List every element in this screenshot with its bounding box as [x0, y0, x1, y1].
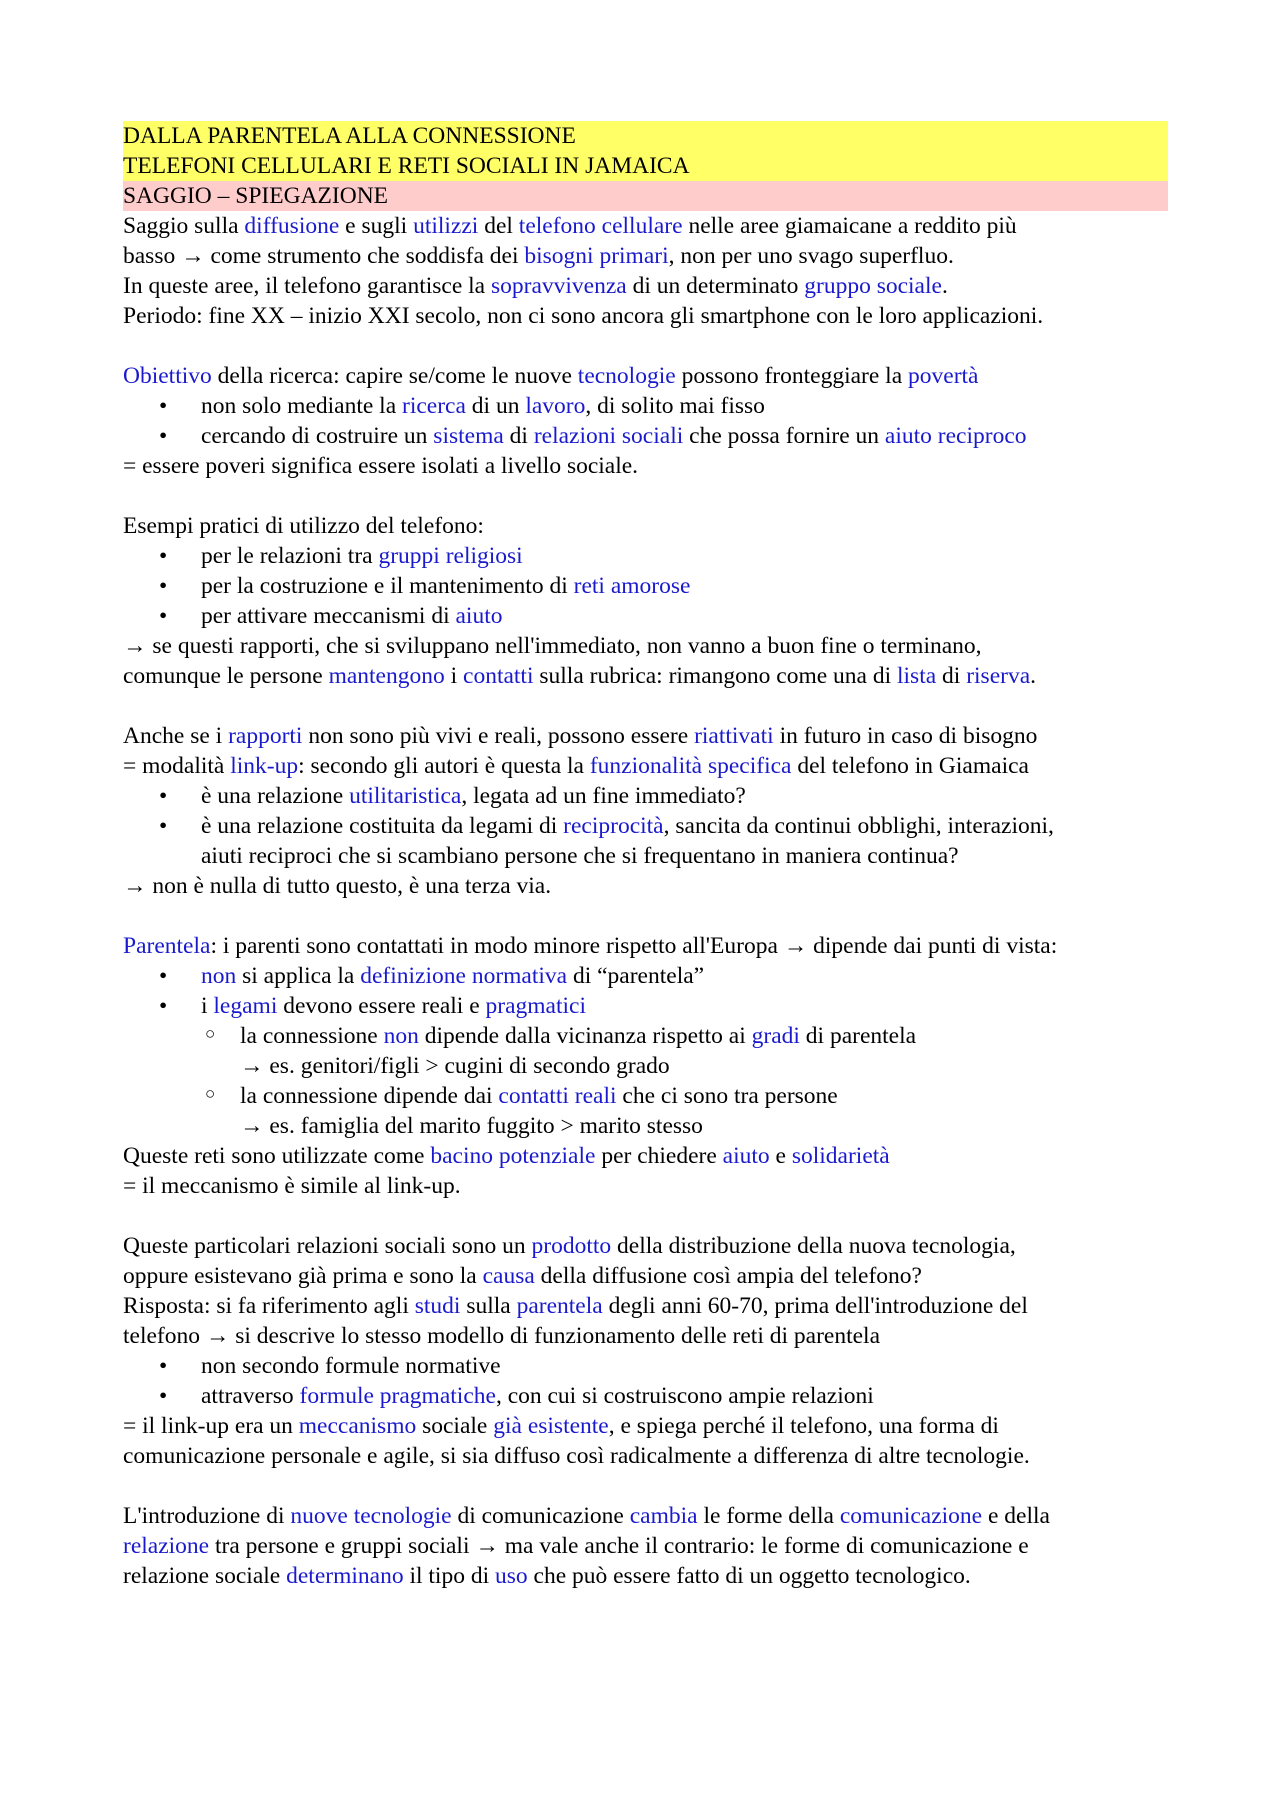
paragraph-line — [123, 211, 1168, 241]
blank-line — [123, 1471, 1168, 1501]
document-subtitle: TELEFONI CELLULARI E RETI SOCIALI IN JAMAICA — [123, 151, 1168, 181]
blank-line — [123, 1201, 1168, 1231]
text-segment: è una relazione — [201, 783, 350, 809]
key-term: contatti reali — [498, 1083, 617, 1109]
key-term: determinano — [286, 1563, 404, 1589]
text-segment: → se questi rapporti, che si sviluppano nell'immediato, non vanno a buon fine o terminano, — [123, 633, 982, 659]
text-segment: comunque le persone — [123, 663, 329, 689]
key-term: rapporti — [228, 723, 303, 749]
text-segment: di comunicazione — [451, 1503, 630, 1529]
key-term: mantengono — [328, 663, 445, 689]
key-term: meccanismo — [298, 1413, 417, 1439]
key-term: link-up — [230, 753, 299, 779]
text-segment: , con cui si costruiscono ampie relazioni — [495, 1383, 874, 1409]
text-segment: , sancita da continui obblighi, interazioni, — [663, 813, 1054, 839]
text-segment: non sono più vivi e reali, possono essere — [302, 723, 695, 749]
text-segment: basso → come strumento che soddisfa dei — [123, 243, 525, 269]
text-segment: di — [936, 663, 967, 689]
text-segment: che possa fornire un — [683, 423, 885, 449]
paragraph-line — [123, 271, 1168, 301]
text-segment: In queste aree, il telefono garantisce la — [123, 273, 491, 299]
text-segment: e — [769, 1143, 792, 1169]
text-segment: è una relazione costituita da legami di — [201, 813, 564, 839]
bullet-text — [201, 783, 746, 809]
text-segment: la connessione dipende dai — [240, 1083, 499, 1109]
text-segment: degli anni 60-70, prima dell'introduzione del — [602, 1293, 1028, 1319]
key-term: diffusione — [244, 213, 340, 239]
bullet-item — [123, 781, 1168, 811]
text-segment: = modalità — [123, 753, 231, 779]
text-segment: e sugli — [339, 213, 414, 239]
bullet-text — [201, 1383, 874, 1409]
text-segment: della distribuzione della nuova tecnologia, — [611, 1233, 1016, 1259]
text-segment: Esempi pratici di utilizzo del telefono: — [123, 513, 484, 539]
text-segment: che può essere fatto di un oggetto tecnologico. — [527, 1563, 971, 1589]
text-segment: L'introduzione di — [123, 1503, 291, 1529]
paragraph-line — [123, 451, 1168, 481]
paragraph-line — [123, 871, 1168, 901]
blank-line — [123, 331, 1168, 361]
text-segment: di — [503, 423, 534, 449]
key-term: lavoro — [525, 393, 586, 419]
bullet-text — [201, 603, 502, 629]
text-segment: . — [941, 273, 948, 299]
text-segment: che ci sono tra persone — [616, 1083, 838, 1109]
key-term: reti amorose — [573, 573, 691, 599]
bullet-text — [201, 573, 690, 599]
text-segment: il tipo di — [403, 1563, 495, 1589]
paragraph-line — [123, 721, 1168, 751]
sub-bullet-text — [240, 1023, 916, 1049]
bullet-icon: • — [159, 993, 168, 1019]
text-segment: Periodo: fine XX – inizio XXI secolo, non ci sono ancora gli smartphone con le loro applicazioni. — [123, 303, 1044, 329]
bullet-text — [201, 993, 586, 1019]
text-segment: di “parentela” — [567, 963, 705, 989]
text-segment: di un determinato — [626, 273, 805, 299]
text-segment: relazione sociale — [123, 1563, 287, 1589]
text-segment: = il meccanismo è simile al link-up. — [123, 1173, 461, 1199]
document-body — [123, 211, 1168, 1591]
key-term: utilitaristica — [349, 783, 462, 809]
text-segment: per la costruzione e il mantenimento di — [201, 573, 574, 599]
text-segment: non solo mediante la — [201, 393, 403, 419]
paragraph-line — [123, 1141, 1168, 1171]
key-term: non — [383, 1023, 419, 1049]
key-term: nuove tecnologie — [290, 1503, 452, 1529]
key-term: prodotto — [531, 1233, 612, 1259]
text-segment: si applica la — [236, 963, 361, 989]
text-segment: = il link-up era un — [123, 1413, 299, 1439]
key-term: funzionalità specifica — [589, 753, 792, 779]
text-segment: non secondo formule normative — [201, 1353, 501, 1379]
bullet-text — [201, 423, 1027, 449]
bullet-item — [123, 571, 1168, 601]
key-term: causa — [482, 1263, 535, 1289]
text-segment: attraverso — [201, 1383, 300, 1409]
bullet-item — [123, 601, 1168, 631]
text-segment: Queste reti sono utilizzate come — [123, 1143, 431, 1169]
bullet-item — [123, 421, 1168, 451]
key-term: relazioni sociali — [533, 423, 684, 449]
text-segment: cercando di costruire un — [201, 423, 434, 449]
bullet-icon: • — [159, 1383, 168, 1409]
text-segment: di parentela — [799, 1023, 917, 1049]
text-segment: telefono → si descrive lo stesso modello di funzionamento delle reti di parentela — [123, 1323, 881, 1349]
key-term: contatti — [463, 663, 534, 689]
text-segment: . — [1030, 663, 1037, 689]
key-term: pragmatici — [485, 993, 586, 1019]
bullet-item — [123, 1381, 1168, 1411]
bullet-icon: • — [159, 393, 168, 419]
sub-bullet-item — [123, 1081, 1168, 1111]
paragraph-line — [123, 1261, 1168, 1291]
text-segment: i — [444, 663, 464, 689]
bullet-icon: • — [159, 573, 168, 599]
bullet-item — [123, 1351, 1168, 1381]
text-segment: per attivare meccanismi di — [201, 603, 456, 629]
text-segment: per chiedere — [595, 1143, 723, 1169]
document-title: DALLA PARENTELA ALLA CONNESSIONE — [123, 121, 1168, 151]
paragraph-line — [123, 1501, 1168, 1531]
text-segment: → es. genitori/figli > cugini di secondo grado — [240, 1053, 670, 1079]
paragraph-line — [123, 1171, 1168, 1201]
paragraph-line — [123, 511, 1168, 541]
bullet-text — [201, 393, 765, 419]
text-segment: nelle aree giamaicane a reddito più — [682, 213, 1017, 239]
paragraph-line — [123, 631, 1168, 661]
text-segment: sociale — [416, 1413, 494, 1439]
blank-line — [123, 901, 1168, 931]
key-term: cambia — [629, 1503, 698, 1529]
text-segment: la connessione — [240, 1023, 384, 1049]
sub-bullet-continuation — [123, 1051, 1168, 1081]
bullet-item — [123, 811, 1168, 841]
key-term: Obiettivo — [123, 363, 212, 389]
bullet-continuation — [123, 841, 1168, 871]
paragraph-line — [123, 931, 1168, 961]
text-segment: e della — [982, 1503, 1050, 1529]
key-term: telefono cellulare — [518, 213, 683, 239]
key-term: relazione — [123, 1533, 210, 1559]
text-segment: Risposta: si fa riferimento agli — [123, 1293, 415, 1319]
bullet-item — [123, 391, 1168, 421]
text-segment: di un — [465, 393, 526, 419]
text-segment: per le relazioni tra — [201, 543, 379, 569]
key-term: definizione normativa — [360, 963, 568, 989]
key-term: parentela — [516, 1293, 603, 1319]
text-segment: Anche se i — [123, 723, 229, 749]
text-segment: della diffusione così ampia del telefono? — [534, 1263, 922, 1289]
key-term: già esistente — [493, 1413, 609, 1439]
text-segment: in futuro in caso di bisogno — [773, 723, 1038, 749]
text-segment: → es. famiglia del marito fuggito > marito stesso — [240, 1113, 703, 1139]
bullet-text — [201, 1353, 501, 1379]
sub-bullet-item — [123, 1021, 1168, 1051]
paragraph-line — [123, 361, 1168, 391]
text-segment: → non è nulla di tutto questo, è una terza via. — [123, 873, 552, 899]
blank-line — [123, 481, 1168, 511]
text-segment: , non per uno svago superfluo. — [668, 243, 954, 269]
key-term: bacino potenziale — [430, 1143, 596, 1169]
sub-bullet-text — [240, 1083, 838, 1109]
paragraph-line — [123, 1411, 1168, 1441]
text-segment: Saggio sulla — [123, 213, 245, 239]
text-segment: Queste particolari relazioni sociali sono un — [123, 1233, 532, 1259]
text-segment: del — [478, 213, 519, 239]
text-segment: sulla rubrica: rimangono come una di — [533, 663, 897, 689]
bullet-icon: • — [159, 603, 168, 629]
key-term: riserva — [966, 663, 1031, 689]
document-page — [123, 121, 1168, 1591]
text-segment: sulla — [460, 1293, 517, 1319]
bullet-text — [201, 963, 704, 989]
key-term: bisogni primari — [524, 243, 669, 269]
key-term: non — [201, 963, 237, 989]
blank-line — [123, 691, 1168, 721]
paragraph-line — [123, 1291, 1168, 1321]
key-term: aiuto — [722, 1143, 770, 1169]
bullet-item — [123, 541, 1168, 571]
sub-bullet-icon: ○ — [205, 1084, 216, 1103]
key-term: formule pragmatiche — [299, 1383, 496, 1409]
key-term: reciprocità — [563, 813, 664, 839]
paragraph-line — [123, 1561, 1168, 1591]
bullet-icon: • — [159, 963, 168, 989]
key-term: utilizzi — [413, 213, 479, 239]
key-term: riattivati — [694, 723, 774, 749]
key-term: solidarietà — [791, 1143, 890, 1169]
paragraph-line — [123, 1531, 1168, 1561]
paragraph-line — [123, 1231, 1168, 1261]
key-term: tecnologie — [577, 363, 676, 389]
text-segment: = essere poveri significa essere isolati a livello sociale. — [123, 453, 639, 479]
text-segment: dipende dalla vicinanza rispetto ai — [418, 1023, 752, 1049]
key-term: comunicazione — [839, 1503, 983, 1529]
text-segment: tra persone e gruppi sociali → ma vale anche il contrario: le forme di comunicazione e — [209, 1533, 1029, 1559]
paragraph-line — [123, 301, 1168, 331]
key-term: gruppo sociale — [804, 273, 942, 299]
bullet-icon: • — [159, 783, 168, 809]
text-segment: oppure esistevano già prima e sono la — [123, 1263, 483, 1289]
text-segment: comunicazione personale e agile, si sia diffuso così radicalmente a differenza di altre tecnologie. — [123, 1443, 1030, 1469]
text-segment: aiuti reciproci che si scambiano persone che si frequentano in maniera continua? — [201, 843, 959, 869]
bullet-text — [201, 813, 1054, 839]
text-segment: possono fronteggiare la — [675, 363, 909, 389]
key-term: aiuto — [455, 603, 503, 629]
key-term: sopravvivenza — [491, 273, 627, 299]
key-term: sistema — [433, 423, 504, 449]
text-segment: del telefono in Giamaica — [791, 753, 1029, 779]
key-term: aiuto reciproco — [884, 423, 1027, 449]
paragraph-line — [123, 751, 1168, 781]
bullet-icon: • — [159, 423, 168, 449]
key-term: gruppi religiosi — [378, 543, 523, 569]
text-segment: , legata ad un fine immediato? — [461, 783, 746, 809]
text-segment: : secondo gli autori è questa la — [298, 753, 590, 779]
bullet-item — [123, 991, 1168, 1021]
key-term: ricerca — [402, 393, 466, 419]
paragraph-line — [123, 241, 1168, 271]
text-segment: devono essere reali e — [277, 993, 486, 1019]
paragraph-line — [123, 661, 1168, 691]
bullet-icon: • — [159, 813, 168, 839]
bullet-text — [201, 543, 523, 569]
text-segment: : i parenti sono contattati in modo minore rispetto all'Europa → dipende dai punti di vista: — [210, 933, 1058, 959]
key-term: Parentela — [123, 933, 211, 959]
key-term: uso — [494, 1563, 528, 1589]
bullet-icon: • — [159, 543, 168, 569]
bullet-icon: • — [159, 1353, 168, 1379]
paragraph-line — [123, 1441, 1168, 1471]
key-term: povertà — [908, 363, 979, 389]
sub-bullet-continuation — [123, 1111, 1168, 1141]
document-section-label: SAGGIO – SPIEGAZIONE — [123, 181, 1168, 211]
bullet-item — [123, 961, 1168, 991]
key-term: legami — [213, 993, 278, 1019]
key-term: lista — [897, 663, 937, 689]
key-term: gradi — [751, 1023, 800, 1049]
text-segment: della ricerca: capire se/come le nuove — [211, 363, 578, 389]
text-segment: le forme della — [697, 1503, 840, 1529]
key-term: studi — [414, 1293, 461, 1319]
paragraph-line — [123, 1321, 1168, 1351]
sub-bullet-icon: ○ — [205, 1024, 216, 1043]
text-segment: , e spiega perché il telefono, una forma di — [608, 1413, 999, 1439]
text-segment: , di solito mai fisso — [585, 393, 765, 419]
text-segment: i — [201, 993, 214, 1019]
